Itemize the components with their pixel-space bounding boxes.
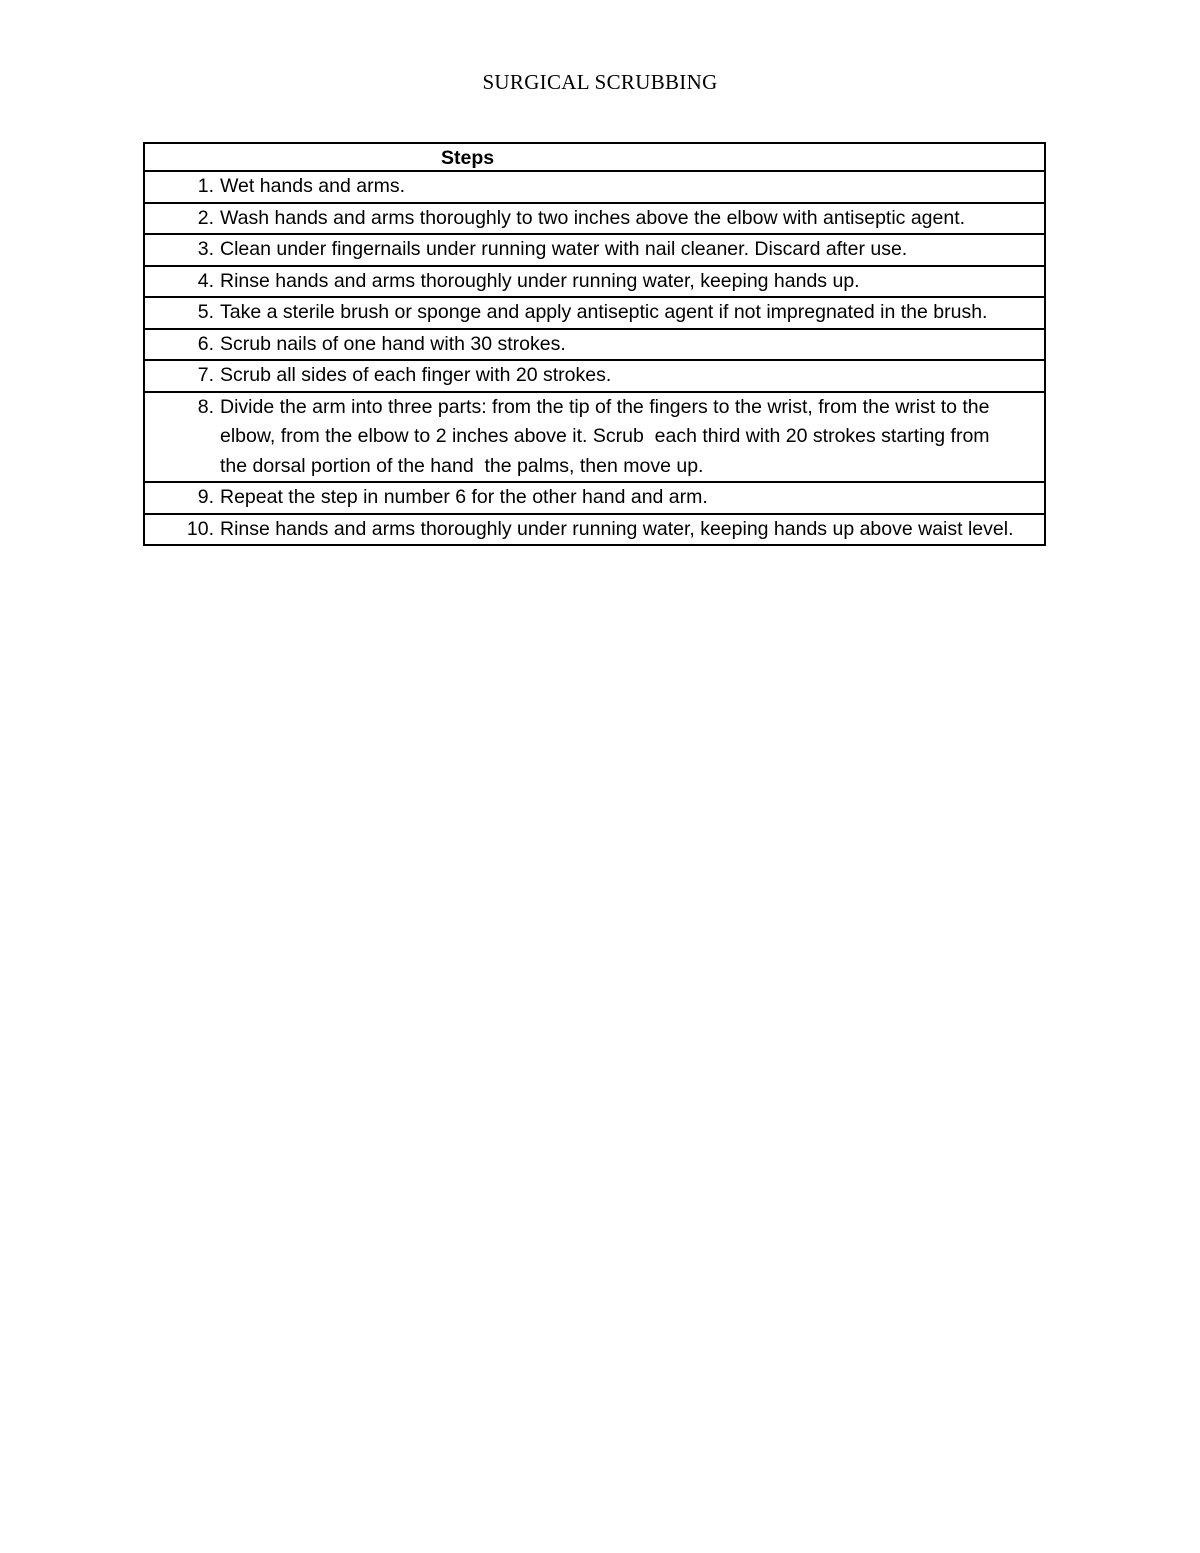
step-number: 4.: [197, 269, 214, 292]
step-text: Wash hands and arms thoroughly to two inches above the elbow with antiseptic agent.: [220, 206, 966, 229]
step-number: 3.: [197, 238, 214, 260]
step-row-1: [145, 172, 1044, 204]
step-text: Take a sterile brush or sponge and apply antiseptic agent if not impregnated in the brush.: [220, 301, 988, 323]
step-row-10: [145, 515, 1044, 545]
step-text: Wet hands and arms.: [220, 175, 405, 197]
step-text: Clean under fingernails under running water with nail cleaner. Discard after use.: [220, 238, 908, 260]
table-header: Steps: [145, 144, 1044, 172]
step-text: Repeat the step in number 6 for the other hand and arm.: [220, 486, 708, 508]
step-number: 6.: [197, 332, 214, 355]
step-number: 10.: [186, 517, 214, 540]
step-number: 2.: [197, 206, 214, 229]
step-text: Divide the arm into three parts: from the tip of the fingers to the wrist, from the wrist to the elbow, from the elbow to 2 inches above it. Scrub each third with 20 strokes starting from the dorsal portion of the hand the palms, then move up.: [220, 395, 995, 477]
step-number: 8.: [197, 395, 214, 418]
step-number: 5.: [197, 301, 214, 323]
step-row-2: [145, 204, 1044, 236]
steps-table: [143, 142, 1046, 546]
step-text: Rinse hands and arms thoroughly under running water, keeping hands up above waist level.: [220, 517, 1014, 540]
step-text: Scrub all sides of each finger with 20 strokes.: [220, 364, 612, 386]
step-text: Scrub nails of one hand with 30 strokes.: [220, 332, 566, 355]
document-title: SURGICAL SCRUBBING: [482, 70, 718, 94]
step-number: 9.: [197, 486, 214, 508]
step-row-6: [145, 330, 1044, 362]
step-row-8: [145, 393, 1044, 484]
step-row-4: [145, 267, 1044, 299]
step-number: 7.: [197, 364, 214, 386]
step-row-5: [145, 298, 1044, 330]
step-row-3: [145, 235, 1044, 267]
step-row-9: [145, 483, 1044, 515]
step-text: Rinse hands and arms thoroughly under running water, keeping hands up.: [220, 269, 860, 292]
step-number: 1.: [197, 175, 214, 197]
step-row-7: [145, 361, 1044, 393]
